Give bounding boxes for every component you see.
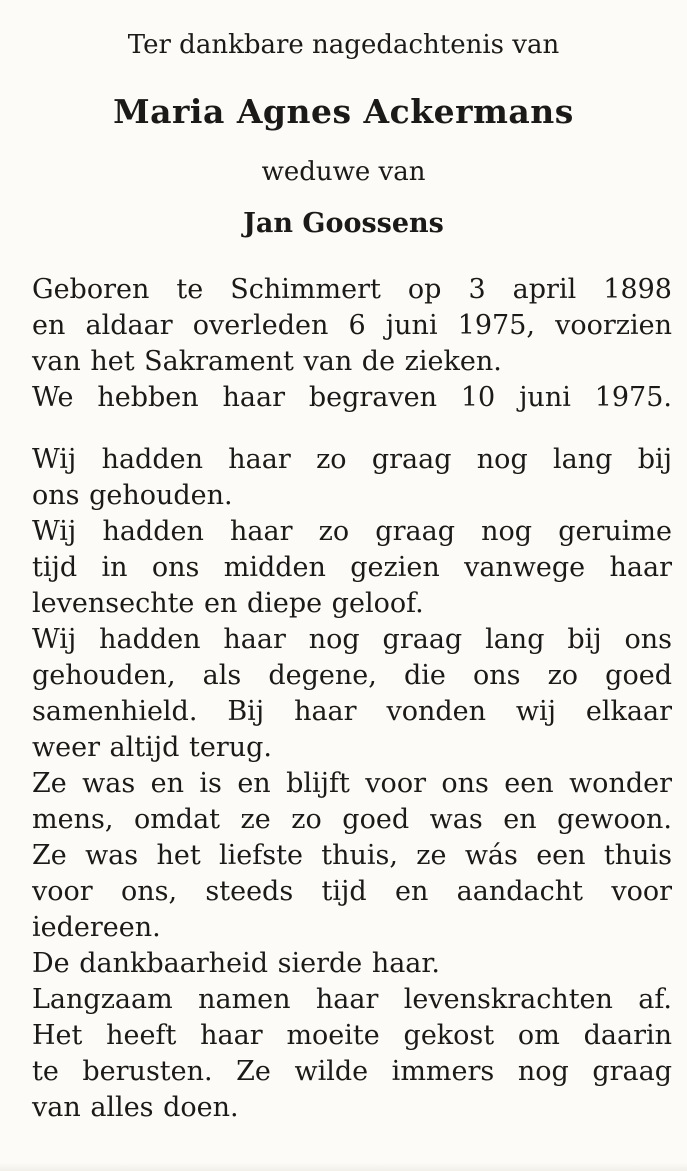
intro-line: Ter dankbare nagedachtenis van — [127, 30, 560, 60]
verse-line: samenhield. Bij haar vonden wij elkaar — [32, 696, 672, 727]
verse-line: te berusten. Ze wilde immers nog graag — [32, 1056, 672, 1087]
card-bottom-edge — [0, 1163, 687, 1171]
verse-line: Het heeft haar moeite gekost om daarin — [32, 1020, 672, 1051]
verse-line: Wij hadden haar zo graag nog lang bij — [32, 444, 672, 475]
verse-line: Ze was en is en blijft voor ons een wonder — [32, 768, 672, 799]
life-facts — [32, 272, 672, 416]
spouse-name: Jan Goossens — [243, 208, 444, 239]
verse-line: tijd in ons midden gezien vanwege haar — [32, 552, 672, 583]
facts-line: van het Sakrament van de zieken. — [32, 346, 502, 377]
verse-line: De dankbaarheid sierde haar. — [32, 948, 440, 979]
verse-line: Wij hadden haar zo graag nog geruime — [32, 516, 672, 547]
facts-line: Geboren te Schimmert op 3 april 1898 — [32, 274, 672, 305]
verse-line: iedereen. — [32, 912, 161, 943]
verse-line: ons gehouden. — [32, 480, 233, 511]
memorial-text — [32, 442, 672, 1126]
verse-line: mens, omdat ze zo goed was en gewoon. — [32, 804, 672, 835]
verse-line: gehouden, als degene, die ons zo goed — [32, 660, 672, 691]
verse-line: Langzaam namen haar levenskrachten af. — [32, 984, 672, 1015]
verse-line: levensechte en diepe geloof. — [32, 588, 424, 619]
verse-line: Wij hadden haar nog graag lang bij ons — [32, 624, 672, 655]
deceased-name: Maria Agnes Ackermans — [113, 92, 574, 131]
verse-line: van alles doen. — [32, 1092, 239, 1123]
verse-line: weer altijd terug. — [32, 732, 273, 763]
verse-line: Ze was het liefste thuis, ze wás een thuis — [32, 840, 672, 871]
relation-line: weduwe van — [261, 157, 426, 187]
facts-line: en aldaar overleden 6 juni 1975, voorzien — [32, 310, 672, 341]
verse-line: voor ons, steeds tijd en aandacht voor — [32, 876, 672, 907]
facts-line: We hebben haar begraven 10 juni 1975. — [32, 382, 672, 413]
